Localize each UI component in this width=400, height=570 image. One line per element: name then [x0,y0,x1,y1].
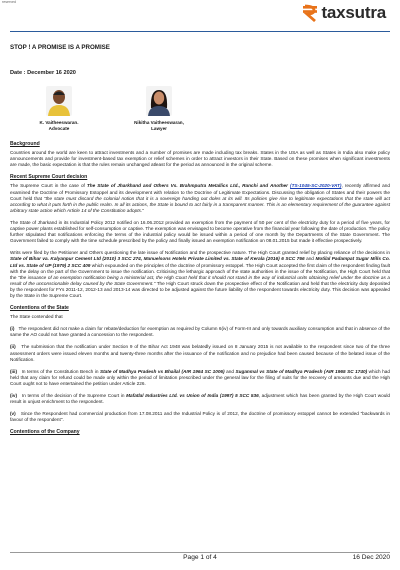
footer-rule [10,552,390,553]
section-heading-contentions-company: Contentions of the Company [10,429,80,436]
page-number: Page 1 of 4 [183,554,217,561]
contention-item: (i) The respondent did not make a claim for rebate/deduction for exemption as required by Column 6(iv) of Form-III and only towards auxiliary consumption and that in absence of the same the AO could not have granted a concession to the respondent. [10,326,390,338]
footer-date: 16 Dec 2020 [352,554,390,561]
taxsutra-logo [302,3,386,23]
case-name: Mafatlal Industries Ltd. vs Union of India (1997) 5 SCC 536 [126,393,259,398]
author-role: Advocate [48,126,70,131]
case-name: The State of Jharkhand and Others Vs. Brahmputra Metallics Ltd., Ranchi and Another [86,183,288,189]
recent-paragraph-2: The State of Jharkand in its Industrial Policy 2012 notified on 16.06.2012 provided an exemption from the payment of 50 per cent of the electricity duty for a period of five years, for captive power plants established for self-consumption or captive. The exemption was envisaged to become operative from the financial year following the date of production. The policy further stipulated that notifications enforcing the terms of the industrial policy would be issued within a period of one month by the Departments of the State Government. The Government failed to comply with the time schedule prescribed by the policy and finally issued an exemption notification on 08.01.2015 but made it effective prospectively. [10,219,390,244]
case-name: Suganmal vs State of Madhya Pradesh (AIR 1965 SC 1740) [235,368,368,374]
logo-text: taxsutra [321,3,386,22]
section-heading-background: Background [10,141,40,147]
case-name: Motilal Padampat Sugar Mills Co. Ltd vs. State of UP (1979) 2 SCC 409 [10,256,390,268]
section-heading-recent-decision: Recent Supreme Court decision [10,174,88,181]
recent-paragraph-3: Writs were filed by the Petitioner and Others questioning the late issue of Notification and the prospective nature. The High Court granted relief by placing reliance of the decisions in State of Bihar va. Kalyanpur Cement Ltd (2010) 3 SCC 274, Manuelsons Hotels Private Limited vs. State of Kerala (2016) 6 SCC 766 and Motilal Padampat Sugar Mills Co. Ltd vs. State of UP (1979) 2 SCC 409 which expounded on the principles of the doctrine of promissory estoppel. The High Court accepted the first claim of the respondent finding fault with the delay on the part of the Government to issue the notification. Criticising the lethargic approach of the state authorities in the issue of the Notification, the High Court held that the "the issuance of an exemption notification being a ministerial act, the High Court held that it should not stand in the way of industrial units obtaining relief under the doctrine as a result of the unconscionable delay caused by the State Government." The High Court struck down the prospective effect of the Notification and held that the electricity duty deposited by the respondent for FYs 2011-12, 2012-13 and 2013-14 was directed to be adjusted against the future liability of the respondent towards electricity duty. This decision was appealed by the State in the Supreme Court. [10,250,390,298]
contention-item: (iv) In terms of the decision of the Supreme Court in Mafatlal Industries Ltd. vs Union of India (1997) 5 SCC 536, adjustment which has been granted by the High Court would result in unjust enrichment to the respondent. [10,393,390,405]
reserved-text: reserved [2,0,16,4]
contention-item: (v) Since the Respondent had commercial production from 17.08.2011 and the Industrial Policy is of 2012, the doctrine of promissory estoppel cannot be extended "backwards in favour of the respondent". [10,411,390,423]
page-footer [10,554,390,566]
article-body [10,141,390,438]
article-title: STOP ! A PROMISE IS A PROMISE [10,44,110,51]
author-photo [146,86,172,116]
case-name: State of Bihar va. Kalyanpur Cement Ltd (2010) 3 SCC 274, Manuelsons Hotels Private Limited vs. State of Kerala (2016) 6 SCC 766 [10,256,305,262]
court-quote: "the state must discard the colonial notion that it is a sovereign handing out doles at its will. Its policies give rise to legitimate expectations that the state will act according to what it puts forth in the public realm. In all its actions, the State is bound to act fairly in a transparent manner. This is an elementary requirement of the guarantee against arbitrary state action which Article 14 of the Constitution adopts." [10,195,391,213]
header-rule [10,31,390,32]
author-name: K. Vaitheeswaran. [39,120,79,125]
contention-item: (ii) The submission that the notification under Section 9 of the Bihar Act 1948 was belatedly issued on 8 January 2015 is not available to the respondent since two of the three assessment orders were issued eleven months and twenty-three months after the issuance of the notification and no prejudice had been caused because of the belated issue of the Notification. [10,344,390,362]
author-name: Nikitha Vaitheeswaran, [134,120,184,125]
author-card [124,86,194,132]
recent-paragraph-1: The Supreme Court in the case of The State of Jharkhand and Others Vs. Brahmputra Metallics Ltd., Ranchi and Another (TS-1045-SC-2020-VAT), recently affirmed and examined the Doctrine of Promissory Estoppel and its development with relation to the Doctrine of Legitimate Expectations. Discussing the obligation of States and their powers the Court held that "the state must discard the colonial notion that it is a sovereign handing out doles at its will. Its policies give rise to legitimate expectations that the state will act according to what it puts forth in the public realm. In all its actions, the State is bound to act fairly in a transparent manner. This is an elementary requirement of the guarantee against arbitrary state action which Article 14 of the Constitution adopts." [10,183,391,213]
author-photo [46,86,72,116]
author-role: Lawyer [151,126,167,131]
section-heading-contentions-state: Contentions of the State [10,305,69,312]
case-name: State of Madhya Pradesh vs Bhailal (AIR 1964 SC 1006) [99,368,225,374]
case-citation-link[interactable]: (TS-1045-SC-2020-VAT) [290,183,342,189]
background-paragraph: Countries around the world are keen to attract investments and a number of promises are made including tax breaks. States in the USA as well as States in India also make policy announcements and provide for investment-based tax exemption or relief schemes in order to attract investors in their State. Based on these promises when significant investments are made, the basic expectation is that the rules remain unchanged atleast for the period as announced in the original scheme. [10,150,390,168]
article-date: Date : December 16 2020 [10,70,76,76]
contended-intro: The State contended that [10,314,63,320]
author-card [24,86,94,132]
logo-rupee-icon [302,4,320,22]
contention-item: (iii) In terms of the Constitution Bench in State of Madhya Pradesh vs Bhailal (AIR 1964 SC 1006) and Suganmal vs State of Madhya Pradesh (AIR 1965 SC 1740) which had held that any claim for refund could be made only within the period of limitation prescribed under the general law for the filing of suits for the recovery of amounts due and the High Court ought not to have entertained the petition under Article 226. [10,368,390,386]
court-quote: "the issuance of an exemption notification being a ministerial act, the High Court held that it should not stand in the way of industrial units obtaining relief under the doctrine as a result of the unconscionable delay caused by the State Government." [10,274,390,286]
